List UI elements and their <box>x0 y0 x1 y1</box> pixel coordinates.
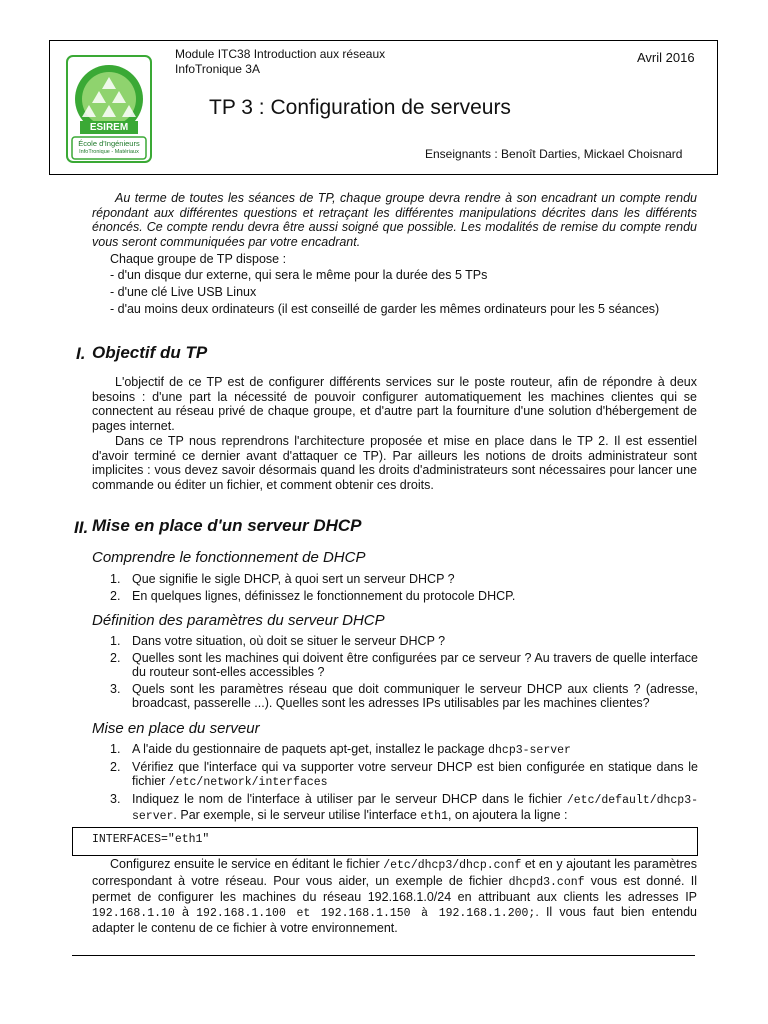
inline-code: /etc/dhcp3/dhcp.conf <box>383 859 522 872</box>
inline-code: dhcp3-server <box>488 744 571 757</box>
numbered-item-text: Vérifiez que l'interface qui va supporter votre serveur DHCP est bien configurée en statique dans le fichier <box>132 760 698 788</box>
inline-code: /etc/network/interfaces <box>168 776 328 789</box>
code-line: INTERFACES="eth1" <box>92 833 210 846</box>
logo-tagline-2: InfoTronique - Matériaux <box>79 149 139 155</box>
inline-code: 192.168.1.10 <box>92 906 175 920</box>
intro-paragraph: Au terme de toutes les séances de TP, chaque groupe devra rendre à son encadrant un compte rendu répondant aux différentes questions et retraçant les différentes manipulations décrites dans les différents énoncés. Ce compte rendu devra être aussi soigné que possible. Les modalités de remise du compte rendu vous seront communiquées par votre encadrant. <box>92 191 697 249</box>
numbered-item: 1. A l'aide du gestionnaire de paquets apt-get, installez le package dhcp3-server <box>110 742 571 757</box>
list-item-text: d'au moins deux ordinateurs (il est conseillé de garder les mêmes ordinateurs pour les 5 séances) <box>117 302 660 316</box>
numbered-item-text: A l'aide du gestionnaire de paquets apt-get, installez le package <box>132 742 489 756</box>
numbered-item-text: Quels sont les paramètres réseau que doit communiquer le serveur DHCP aux clients ? (adresse, broadcast, passerelle ...). Quelles sont les adresses IPs utilisables par les machines clientes? <box>132 682 698 710</box>
para-text: . Il vous faut bien entendu adapter le contenu de ce fichier à votre environnement. <box>92 904 697 935</box>
list-item-text: d'un disque dur externe, qui sera le même pour la durée des 5 TPs <box>117 268 488 282</box>
inline-code: 192.168.1.100 et 192.168.1.150 à 192.168.1.200; <box>196 906 536 920</box>
list-item: - d'un disque dur externe, qui sera le même pour la durée des 5 TPs <box>110 268 488 282</box>
config-paragraph <box>92 857 697 936</box>
numbered-item: 2. Quelles sont les machines qui doivent être configurées par ce serveur ? Au travers de quelle interface du routeur sont-elles accessibles ? <box>110 651 698 679</box>
numbered-item: 2. En quelques lignes, définissez le fonctionnement du protocole DHCP. <box>110 589 516 603</box>
para-text: à <box>174 904 197 919</box>
list-item-text: d'une clé Live USB Linux <box>117 285 257 299</box>
subsection-title: Mise en place du serveur <box>92 720 260 737</box>
section-1-para-1: L'objectif de ce TP est de configurer différents services sur le poste routeur, afin de répondre à deux besoins : d'une part la nécessité de pouvoir configurer automatiquement les machines clientes qui se connectent au réseau privé de chaque groupe, et d'autre part la fourniture d'une solution d'hébergement de pages internet. <box>92 375 697 433</box>
para-text: vous est donné. Il permet de configurer les machines du réseau 192.168.1.0/24 en attribuant aux clients les adresses IP <box>92 873 697 904</box>
logo-tagline-1: École d'Ingénieurs <box>78 139 140 148</box>
list-item: - d'au moins deux ordinateurs (il est conseillé de garder les mêmes ordinateurs pour les 5 séances) <box>110 302 660 316</box>
inline-code: /etc/default/dhcp3-server <box>132 794 698 823</box>
program-line: InfoTronique 3A <box>175 62 260 76</box>
group-line: Chaque groupe de TP dispose : <box>110 252 287 266</box>
para-text: et en y ajoutant les paramètres correspondant à votre réseau. Pour vous aider, un exemple de fichier <box>92 857 697 888</box>
list-item: - d'une clé Live USB Linux <box>110 285 257 299</box>
footer-rule <box>72 955 695 956</box>
esirem-logo <box>66 55 152 163</box>
para-text: Configurez ensuite le service en éditant le fichier <box>110 857 384 871</box>
numbered-item-text: Indiquez le nom de l'interface à utiliser par le serveur DHCP dans le fichier <box>132 792 567 806</box>
inline-code: eth1 <box>420 810 448 823</box>
code-box <box>72 827 698 856</box>
numbered-item-text: . Par exemple, si le serveur utilise l'interface <box>173 808 421 822</box>
section-1-para-2: Dans ce TP nous reprendrons l'architecture proposée et mise en place dans le TP 2. Il est essentiel d'avoir terminé ce dernier avant d'attaquer ce TP). Par ailleurs les notions de droits administrateur sont implicites : vous devez savoir désormais quand les droits d'administrateurs sont nécessaires pour lancer une commande ou éditer un fichier, et comment obtenir ces droits. <box>92 434 697 492</box>
date: Avril 2016 <box>637 50 695 65</box>
section-1-title: Objectif du TP <box>92 343 208 362</box>
subsection-title: Définition des paramètres du serveur DHCP <box>92 612 385 629</box>
header-box <box>49 40 718 175</box>
numbered-item: 1. Dans votre situation, où doit se situer le serveur DHCP ? <box>110 634 446 648</box>
module-line: Module ITC38 Introduction aux réseaux <box>175 47 386 61</box>
numbered-item: 2. Vérifiez que l'interface qui va supporter votre serveur DHCP est bien configurée en statique dans le fichier /etc/network/interfaces <box>110 760 698 789</box>
numbered-item-text: Dans votre situation, où doit se situer le serveur DHCP ? <box>132 634 446 648</box>
numbered-item-text: , on ajoutera la ligne : <box>447 808 568 822</box>
teachers: Enseignants : Benoît Darties, Mickael Choisnard <box>425 147 683 161</box>
numbered-item-text: Que signifie le sigle DHCP, à quoi sert un serveur DHCP ? <box>132 572 455 586</box>
logo-name: ESIREM <box>89 122 129 133</box>
numbered-item-text: En quelques lignes, définissez le fonctionnement du protocole DHCP. <box>132 589 516 603</box>
section-2-title: Mise en place d'un serveur DHCP <box>92 516 362 535</box>
subsection-title: Comprendre le fonctionnement de DHCP <box>92 549 366 566</box>
numbered-item: 3. Quels sont les paramètres réseau que doit communiquer le serveur DHCP aux clients ? (adresse, broadcast, passerelle ...). Quelles sont les adresses IPs utilisables par les machines clientes? <box>110 682 698 710</box>
page-title: TP 3 : Configuration de serveurs <box>209 96 511 119</box>
numbered-item: 3. Indiquez le nom de l'interface à utiliser par le serveur DHCP dans le fichier /etc/default/dhcp3-server. Par exemple, si le serveur utilise l'interface eth1, on ajoutera la ligne : <box>110 792 698 823</box>
section-2-numeral: II. <box>74 518 89 537</box>
numbered-item: 1. Que signifie le sigle DHCP, à quoi sert un serveur DHCP ? <box>110 572 455 586</box>
numbered-item-text: Quelles sont les machines qui doivent être configurées par ce serveur ? Au travers de quelle interface du routeur sont-elles accessibles ? <box>132 651 698 679</box>
section-1-numeral: I. <box>76 344 86 363</box>
inline-code: dhcpd3.conf <box>508 875 585 889</box>
